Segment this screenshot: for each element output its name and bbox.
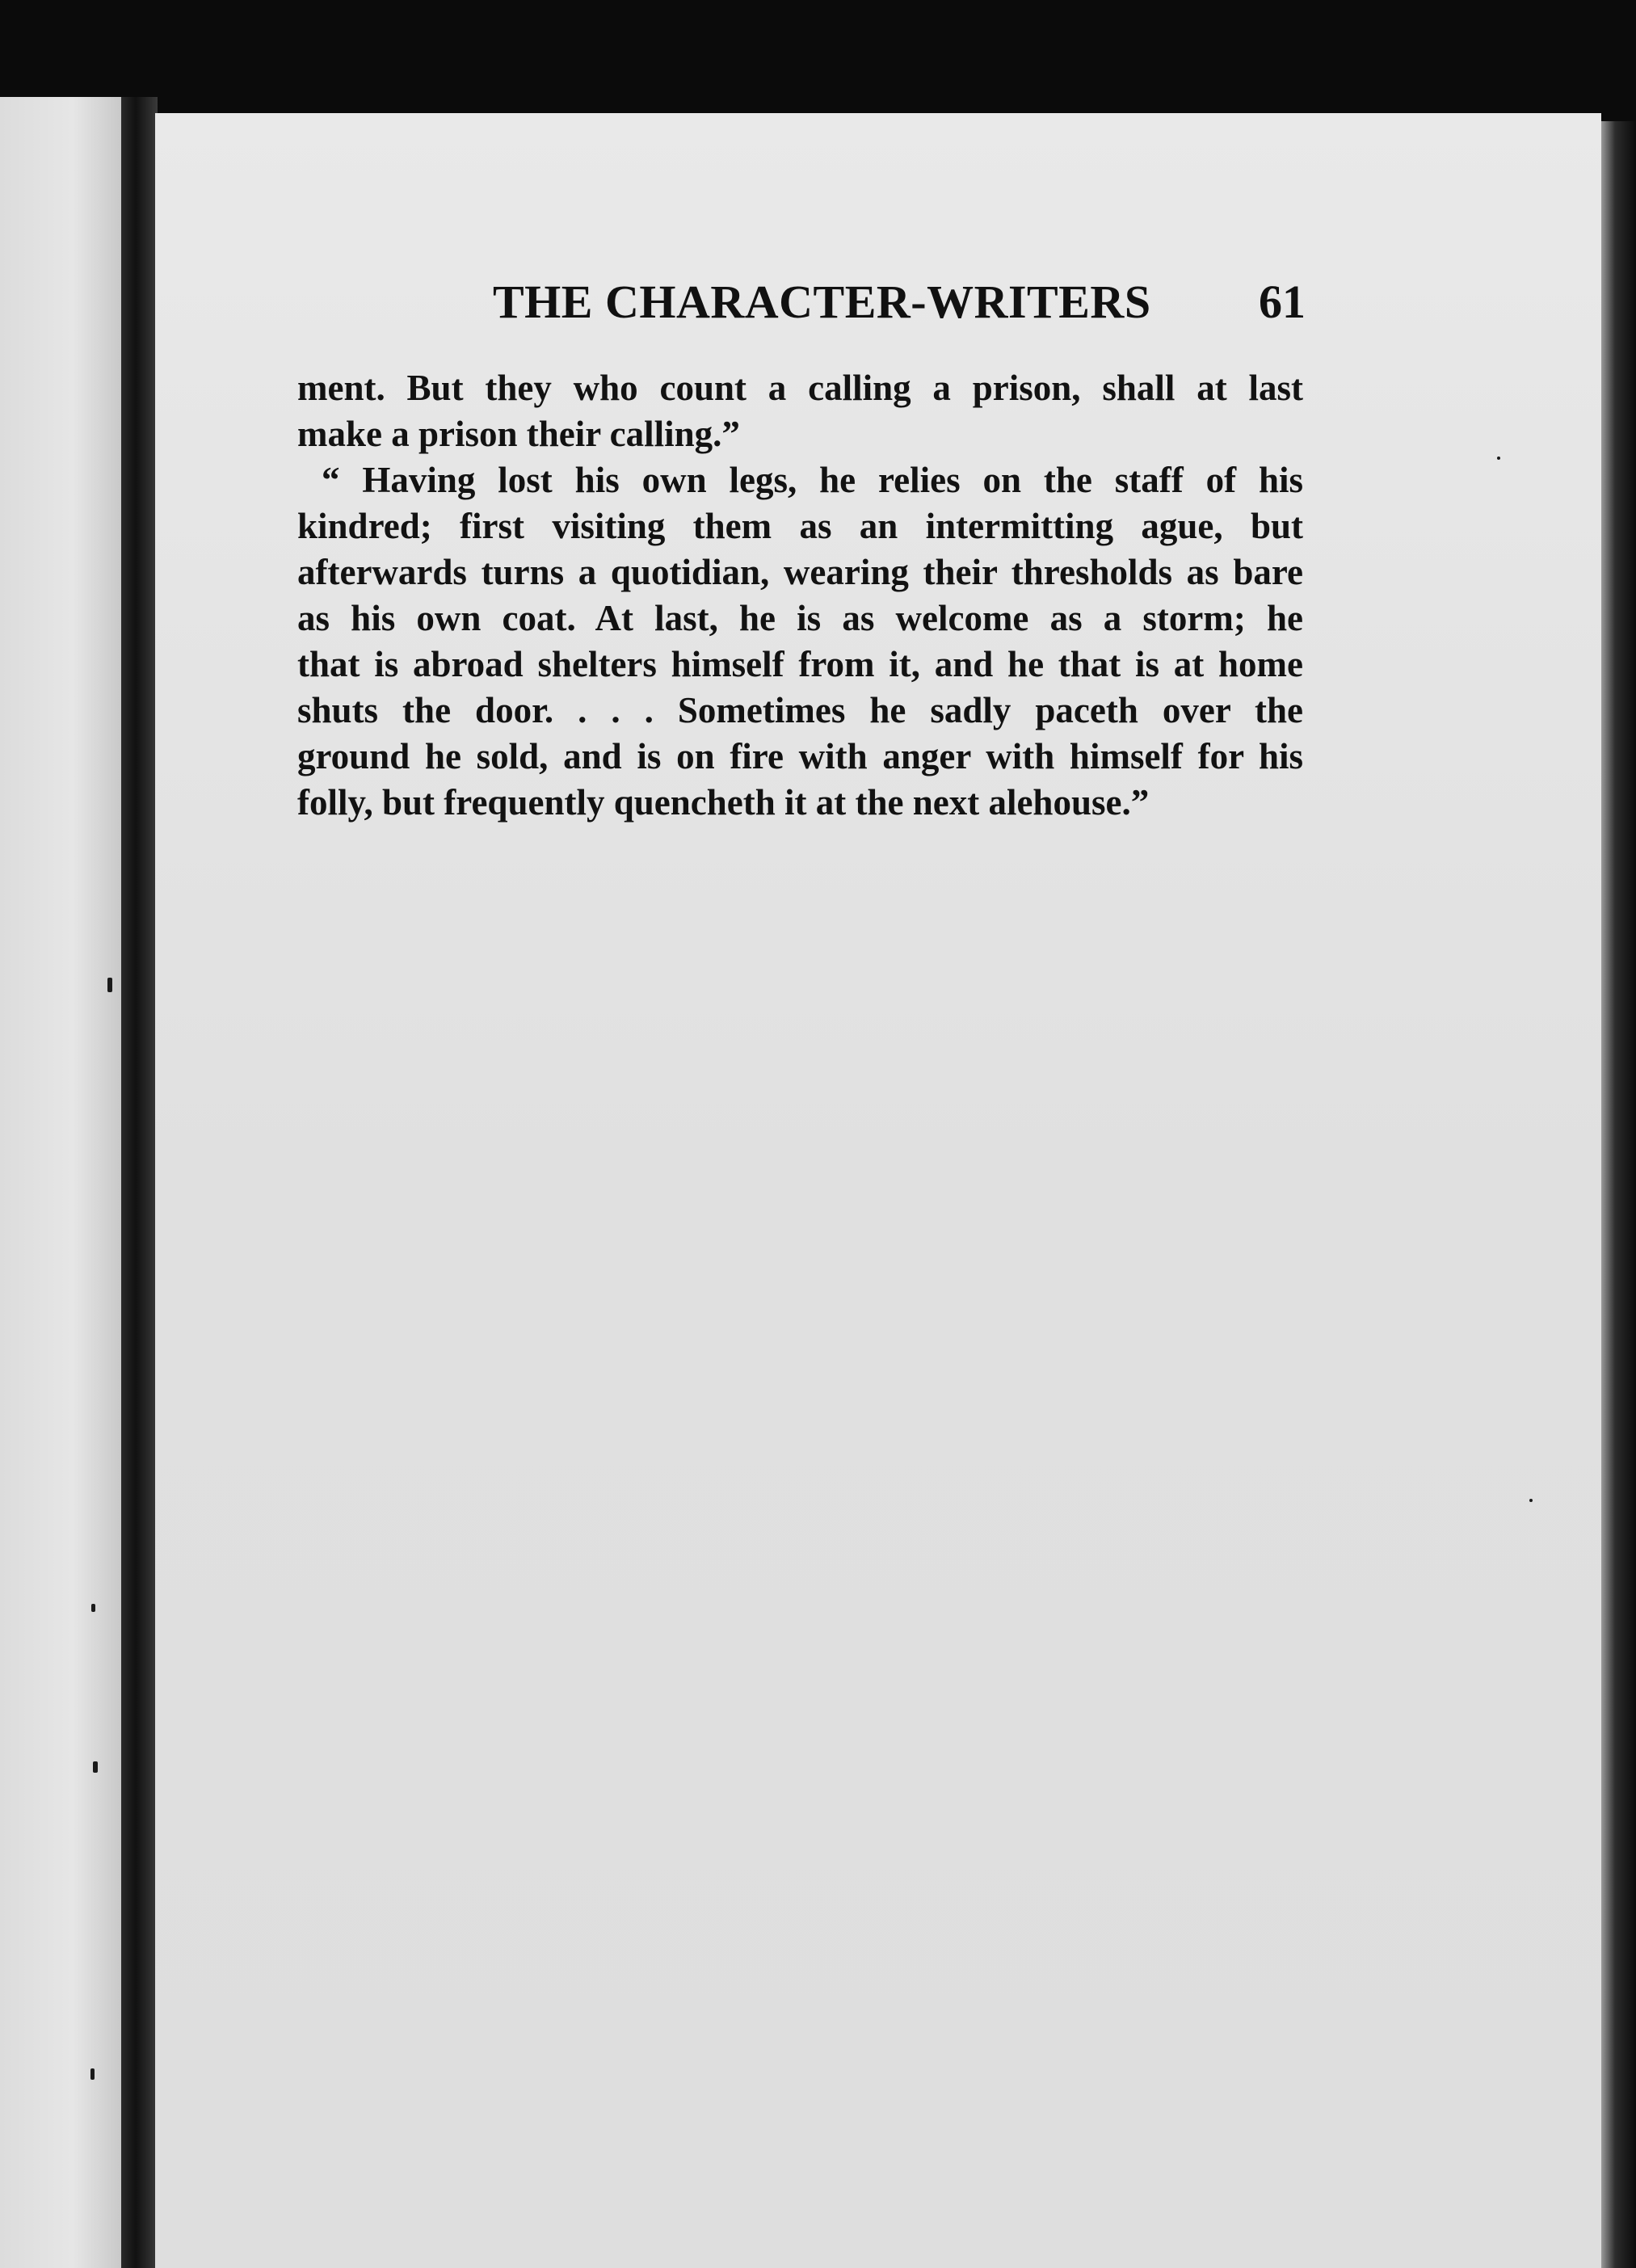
body-text (297, 365, 1303, 826)
text-line: folly, but frequently quencheth it at the next alehouse.” (297, 782, 1150, 823)
book-gutter (121, 97, 158, 2268)
text-line: make a prison their calling.” (297, 414, 740, 454)
text-line: shuts the door. . . . Sometimes he sadly paceth over the (297, 690, 1303, 730)
text-line: afterwards turns a quotidian, wearing their thresholds as bare (297, 552, 1303, 592)
running-head: THE CHARACTER-WRITERS (493, 276, 1151, 328)
text-line: that is abroad shelters himself from it, and he that is at home (297, 644, 1303, 684)
previous-page-edge (0, 97, 121, 2268)
text-line: as his own coat. At last, he is as welcome as a storm; he (297, 598, 1303, 638)
text-line: “ Having lost his own legs, he relies on the staff of his (322, 460, 1303, 500)
text-line: ground he sold, and is on fire with anger with himself for his (297, 736, 1303, 776)
page-number: 61 (1259, 276, 1306, 328)
page-right-edge (1601, 121, 1636, 2268)
text-line: kindred; first visiting them as an intermitting ague, but (297, 506, 1303, 546)
text-line: ment. But they who count a calling a prison, shall at last (297, 368, 1303, 408)
